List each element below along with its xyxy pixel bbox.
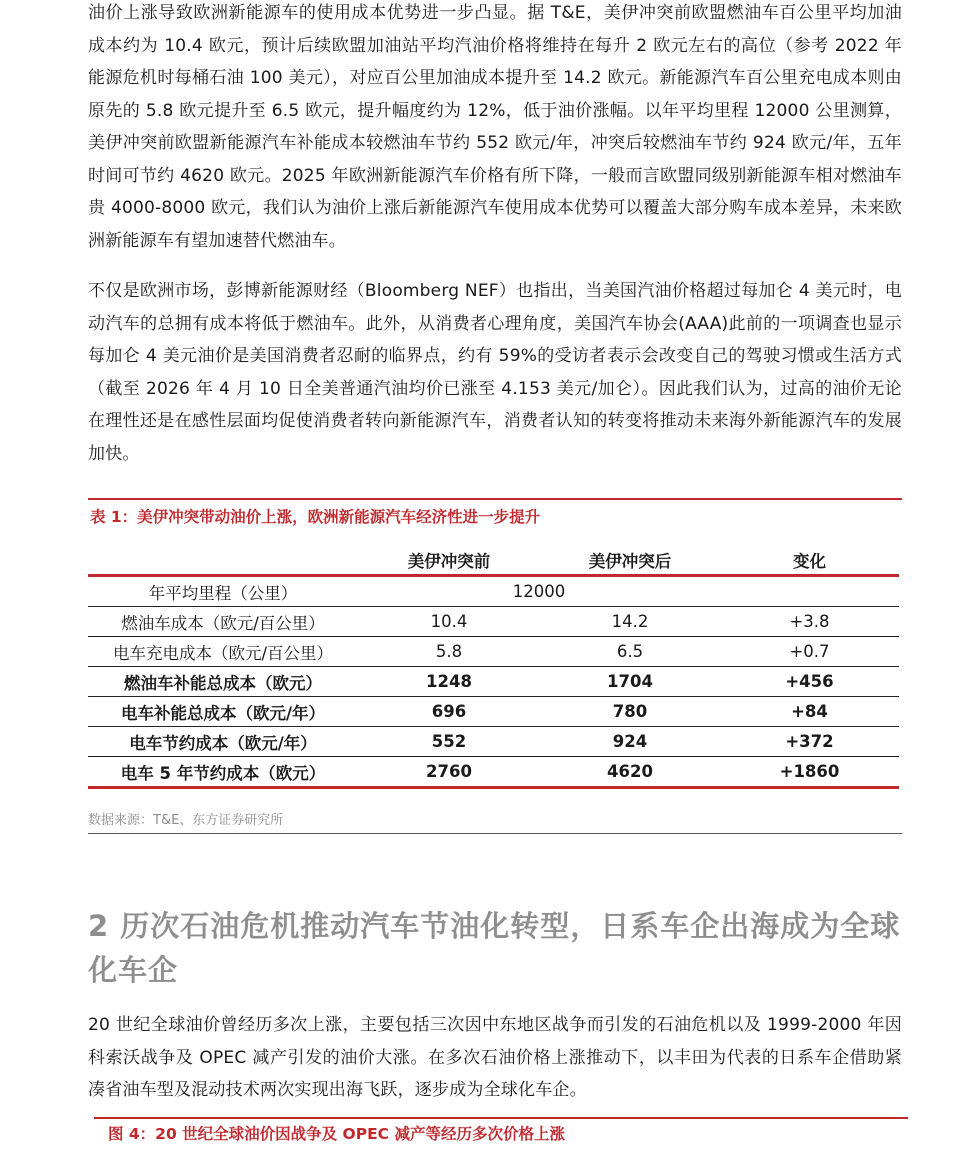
cell-change: +1860 <box>720 757 899 788</box>
ev-economics-table <box>88 546 899 789</box>
mileage-value: 12000 <box>358 576 720 607</box>
table-row <box>88 727 899 757</box>
cell-after: 780 <box>540 697 720 727</box>
cell-after: 4620 <box>540 757 720 788</box>
row-label: 燃油车成本（欧元/百公里） <box>88 607 358 637</box>
cell-change: +456 <box>720 667 899 697</box>
cell-change: +84 <box>720 697 899 727</box>
table-source-note: 数据来源：T&E、东方证券研究所 <box>88 813 284 828</box>
empty-cell <box>720 576 899 607</box>
row-label: 电车补能总成本（欧元/年） <box>88 697 358 727</box>
cell-before: 696 <box>358 697 540 727</box>
row-label: 电车充电成本（欧元/百公里） <box>88 637 358 667</box>
cell-before: 1248 <box>358 667 540 697</box>
cell-before: 2760 <box>358 757 540 788</box>
row-label: 电车节约成本（欧元/年） <box>88 727 358 757</box>
cell-change: +3.8 <box>720 607 899 637</box>
header-cell-label <box>88 546 358 576</box>
cell-change: +0.7 <box>720 637 899 667</box>
paragraph-oil-crises: 20 世纪全球油价曾经历多次上涨，主要包括三次因中东地区战争而引发的石油危机以及 1999-2000 年因科索沃战争及 OPEC 减产引发的油价大涨。在多次石油价格上涨推动下，以丰田为代表的日系车企借助紧凑省油车型及混动技术两次实现出海飞跃，逐步成为全球化车企。 <box>88 1015 902 1100</box>
header-cell-before: 美伊冲突前 <box>358 546 540 576</box>
cell-change: +372 <box>720 727 899 757</box>
figure-4-caption: 图 4：20 世纪全球油价因战争及 OPEC 减产等经历多次价格上涨 <box>108 1125 565 1143</box>
table-1-block <box>88 498 902 834</box>
cell-before: 10.4 <box>358 607 540 637</box>
table-row <box>88 637 899 667</box>
table-bottom-rule <box>88 833 902 834</box>
section-2-heading: 2 历次石油危机推动汽车节油化转型，日系车企出海成为全球化车企 <box>88 909 901 987</box>
table-row <box>88 667 899 697</box>
row-label: 燃油车补能总成本（欧元） <box>88 667 358 697</box>
paragraph-us-market: 不仅是欧洲市场，彭博新能源财经（Bloomberg NEF）也指出，当美国汽油价格超过每加仑 4 美元时，电动汽车的总拥有成本将低于燃油车。此外，从消费者心理角度，美国汽车协会(AAA)此前的一项调查也显示每加仑 4 美元油价是美国消费者忍耐的临界点，约有 59%的受访者表示会改变自己的驾驶习惯或生活方式（截至 2026 年 4 月 10 日全美普通汽油均价已涨至 4.153 美元/加仑）。因此我们认为，过高的油价无论在理性还是在感性层面均促使消费者转向新能源汽车，消费者认知的转变将推动未来海外新能源汽车的发展加快。 <box>88 281 902 464</box>
cell-before: 552 <box>358 727 540 757</box>
header-cell-change: 变化 <box>720 546 899 576</box>
row-label: 电车 5 年节约成本（欧元） <box>88 757 358 788</box>
figure-top-rule <box>94 1117 908 1119</box>
cell-after: 1704 <box>540 667 720 697</box>
table-row <box>88 697 899 727</box>
table-top-rule <box>88 498 902 500</box>
cell-after: 6.5 <box>540 637 720 667</box>
table-row <box>88 757 899 788</box>
cell-after: 924 <box>540 727 720 757</box>
row-label: 年平均里程（公里） <box>88 576 358 607</box>
figure-4-block <box>94 1117 908 1145</box>
header-cell-after: 美伊冲突后 <box>540 546 720 576</box>
table-row-mileage <box>88 576 899 607</box>
cell-before: 5.8 <box>358 637 540 667</box>
cell-after: 14.2 <box>540 607 720 637</box>
table-row <box>88 607 899 637</box>
table-header-row <box>88 546 899 576</box>
paragraph-ev-cost-advantage: 油价上涨导致欧洲新能源车的使用成本优势进一步凸显。据 T&E，美伊冲突前欧盟燃油车百公里平均加油成本约为 10.4 欧元，预计后续欧盟加油站平均汽油价格将维持在每升 2 欧元左右的高位（参考 2022 年能源危机时每桶石油 100 美元），对应百公里加油成本提升至 14.2 欧元。新能源汽车百公里充电成本则由原先的 5.8 欧元提升至 6.5 欧元，提升幅度约为 12%，低于油价涨幅。以年平均里程 12000 公里测算，美伊冲突前欧盟新能源汽车补能成本较燃油车节约 552 欧元/年，冲突后较燃油车节约 924 欧元/年，五年时间可节约 4620 欧元。2025 年欧洲新能源汽车价格有所下降，一般而言欧盟同级别新能源车相对燃油车贵 4000-8000 欧元，我们认为油价上涨后新能源汽车使用成本优势可以覆盖大部分购车成本差异，未来欧洲新能源车有望加速替代燃油车。 <box>88 3 902 251</box>
table-1-caption: 表 1：美伊冲突带动油价上涨，欧洲新能源汽车经济性进一步提升 <box>90 508 541 526</box>
